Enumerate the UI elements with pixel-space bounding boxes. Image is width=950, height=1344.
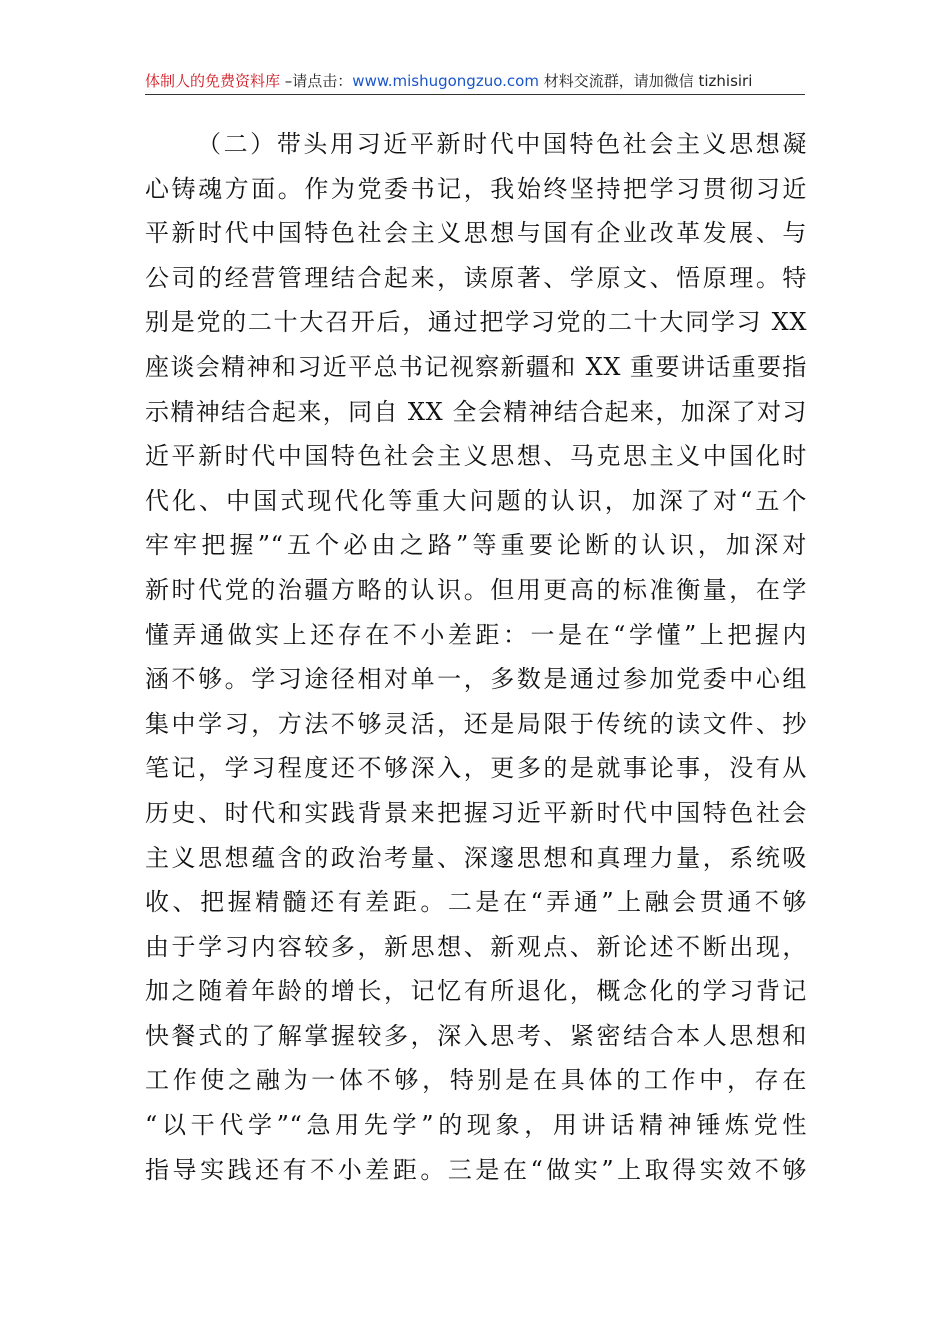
site-url-link[interactable]: www.mishugongzuo.com — [352, 72, 539, 90]
body-line: 加之随着年龄的增长，记忆有所退化，概念化的学习背记 — [145, 977, 807, 1006]
body-line: 新时代党的治疆方略的认识。但用更高的标准衡量，在学 — [145, 575, 807, 604]
body-line: 历史、时代和实践背景来把握习近平新时代中国特色社会 — [145, 798, 807, 827]
body-line: 收、把握精髓还有差距。二是在“弄通”上融会贯通不够 — [145, 888, 807, 917]
site-name: 体制人的免费资料库 — [145, 72, 281, 90]
body-line: 懂弄通做实上还存在不小差距：一是在“学懂”上把握内 — [145, 620, 807, 649]
document-body — [145, 122, 807, 1192]
body-line: 心铸魂方面。作为党委书记，我始终坚持把学习贯彻习近 — [145, 174, 807, 203]
body-line: 由于学习内容较多，新思想、新观点、新论述不断出现， — [145, 932, 807, 961]
body-line: 座谈会精神和习近平总书记视察新疆和 XX 重要讲话重要指 — [145, 352, 807, 381]
body-line: 主义思想蕴含的政治考量、深邃思想和真理力量，系统吸 — [145, 843, 807, 872]
body-line: 笔记，学习程度还不够深入，更多的是就事论事，没有从 — [145, 754, 807, 783]
page-header — [145, 68, 805, 94]
body-line: 近平新时代中国特色社会主义思想、马克思主义中国化时 — [145, 442, 807, 471]
body-line: 示精神结合起来，同自 XX 全会精神结合起来，加深了对习 — [145, 397, 807, 426]
click-prompt: –请点击： — [280, 72, 353, 90]
body-line: “以干代学”“急用先学”的现象，用讲话精神锤炼党性 — [145, 1111, 807, 1140]
body-line: 快餐式的了解掌握较多，深入思考、紧密结合本人思想和 — [145, 1021, 807, 1050]
wechat-contact-text: 材料交流群，请加微信 tizhisiri — [538, 72, 753, 90]
body-line: 代化、中国式现代化等重大问题的认识，加深了对“五个 — [145, 486, 807, 515]
body-line: 牢牢把握”“五个必由之路”等重要论断的认识，加深对 — [145, 531, 807, 560]
body-line: 集中学习，方法不够灵活，还是局限于传统的读文件、抄 — [145, 709, 807, 738]
body-line: 平新时代中国特色社会主义思想与国有企业改革发展、与 — [145, 219, 807, 248]
body-line: 指导实践还有不小差距。三是在“做实”上取得实效不够 — [145, 1155, 807, 1184]
body-line: 涵不够。学习途径相对单一，多数是通过参加党委中心组 — [145, 665, 807, 694]
body-line: （二）带头用习近平新时代中国特色社会主义思想凝 — [197, 130, 807, 158]
body-line: 别是党的二十大召开后，通过把学习党的二十大同学习 XX — [145, 308, 807, 337]
body-line: 公司的经营管理结合起来，读原著、学原文、悟原理。特 — [145, 263, 807, 292]
body-line: 工作使之融为一体不够，特别是在具体的工作中，存在 — [145, 1066, 807, 1095]
header-divider — [145, 94, 805, 95]
